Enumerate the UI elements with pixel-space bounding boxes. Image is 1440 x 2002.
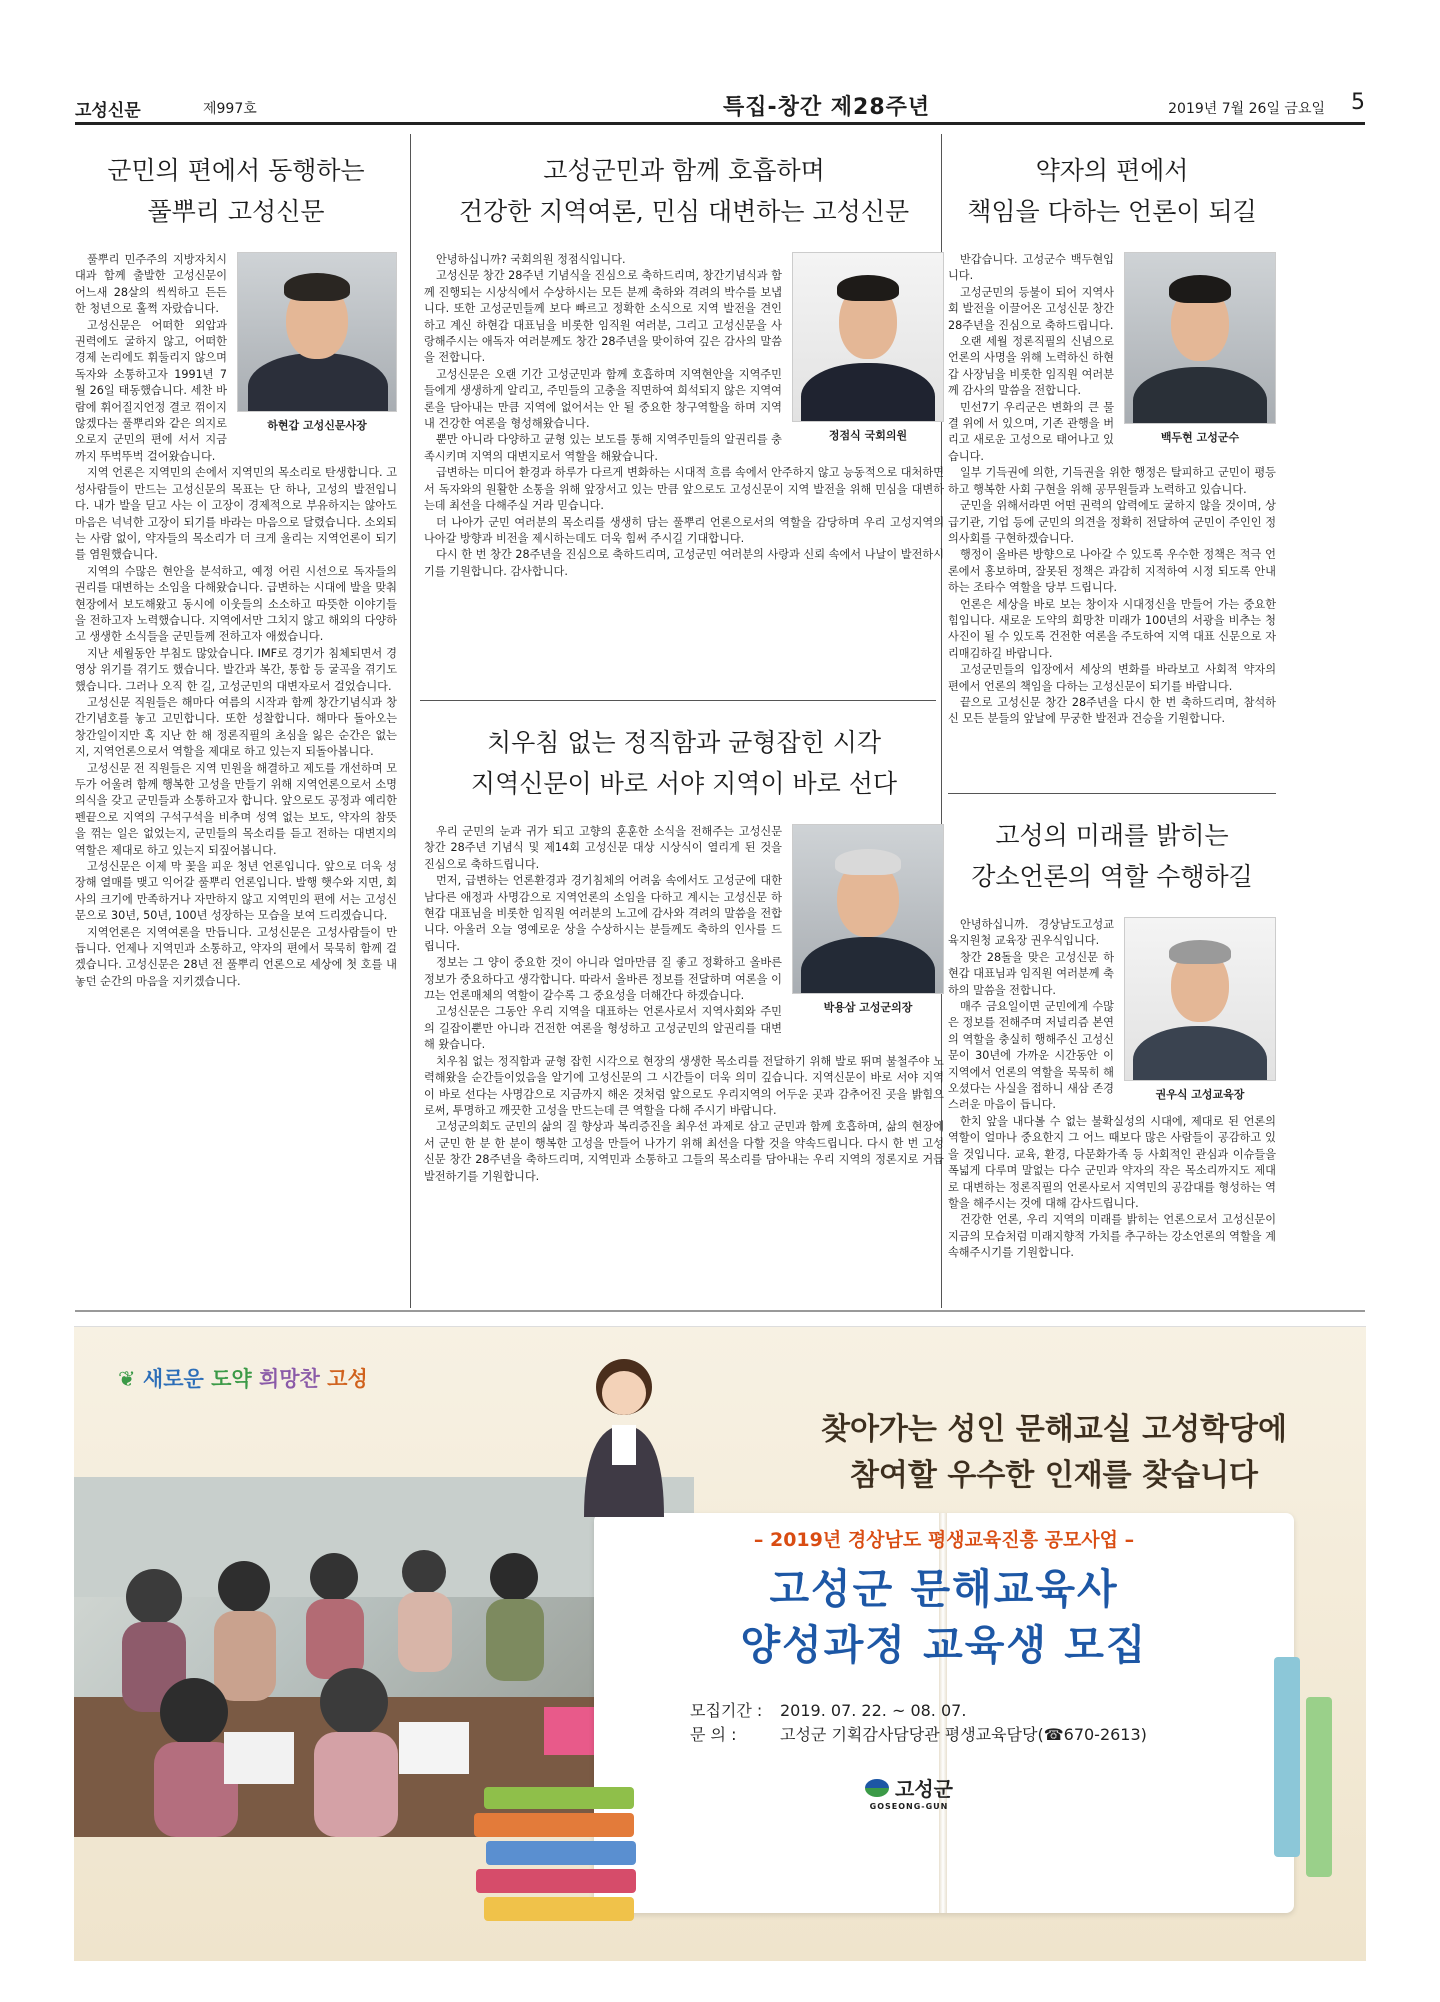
leaf-icon: ❦ [118, 1367, 136, 1391]
article-body: 권우식 고성교육장 안녕하십니까. 경상남도고성교육지원청 교육장 권우식입니다. 창간 28돌을 맞은 고성신문 하현갑 대표님과 임직원 여러분께 축하의 말씀을 전합니다. 매주 금요일이면 군민에게 수많은 정보를 전해주며 저널리즘 본연의 역할을 충실히 행해주신 고성신문이 30년에 가까운 시간동안 이 지역에서 언론의 역할을 묵묵히 해 오셨다는 사실을 접하니 새삼 존경스러운 마음이 듭니다. 한치 앞을 내다볼 수 없는 불확실성의 시대에, 제대로 된 언론의 역할이 얼마나 중요한지 그 어느 때보다 많은 사람들이 공감하고 있을 것입니다. 교육, 환경, 다문화가족 등 사회적인 관심과 이슈들을 폭넓게 다루며 말없는 다수 군민과 약자의 작은 목소리까지도 제대로 대변하는 정론직필의 언론사로서 지역민의 공감대를 형성하는 역할을 해주시는 것에 대해 감사드립니다. 건강한 언론, 우리 지역의 미래를 밝히는 언론으로서 고성신문이 지금의 모습처럼 미래지향적 가치를 추구하는 강소언론의 역할을 계속해주시기를 기원합니다. [948, 918, 1276, 1260]
portrait-image [237, 252, 397, 412]
page-number: 5 [1351, 90, 1365, 115]
ad-info: 모집기간 : 2019. 07. 22. ~ 08. 07. 문 의 : 고성군 기획감사담당관 평생교육담당(☎670-2613) [690, 1701, 1147, 1744]
photo-caption: 하현갑 고성신문사장 [267, 419, 367, 432]
article-assembly-member [424, 128, 944, 580]
advertisement [74, 1326, 1366, 1961]
teacher-illustration [554, 1347, 694, 1517]
photo-caption: 백두현 고성군수 [1160, 431, 1240, 444]
inquiry-contact: 고성군 기획감사담당관 평생교육담당(☎670-2613) [780, 1725, 1147, 1744]
article-headline: 군민의 편에서 동행하는 풀뿌리 고성신문 [107, 156, 365, 226]
ad-headline: 찾아가는 성인 문해교실 고성학당에 참여할 우수한 인재를 찾습니다 [820, 1412, 1288, 1493]
portrait-image [792, 824, 944, 994]
pencil-illustration [1274, 1657, 1300, 1857]
page-header [75, 90, 1365, 125]
issue-number: 제997호 [203, 101, 257, 117]
photo-caption: 박용삼 고성군의장 [823, 1001, 913, 1014]
newspaper-name: 고성신문 [75, 101, 141, 121]
county-emblem-icon [865, 1779, 889, 1797]
article-county-mayor [948, 128, 1276, 728]
article-headline: 치우침 없는 정직함과 균형잡힌 시각 지역신문이 바로 서야 지역이 바로 선다 [470, 728, 898, 798]
article-headline: 약자의 편에서 책임을 다하는 언론이 되길 [967, 156, 1257, 226]
ad-title: 고성군 문해교육사 양성과정 교육생 모집 [740, 1565, 1148, 1669]
portrait-photo [237, 252, 397, 434]
portrait-photo [792, 824, 944, 1016]
portrait-image [1124, 252, 1276, 424]
portrait-image [1124, 917, 1276, 1081]
article-publisher [75, 128, 397, 990]
article-body: 백두현 고성군수 반갑습니다. 고성군수 백두현입니다. 고성군민의 등불이 되어 지역사회 발전을 이끌어온 고성신문 창간 28주년을 진심으로 축하드립니다. 오랜 세월 정론직필의 신념으로 언론의 사명을 위해 노력하신 하현갑 사장님을 비롯한 임직원 여러분께 감사의 말씀을 전합니다. 민선7기 우리군은 변화의 큰 물결 위에 서 있으며, 기존 관행을 버리고 새로운 고성으로 태어나고 있습니다. 일부 기득권에 의한, 기득권을 위한 행정은 탈피하고 군민이 평등하고 행복한 사회 구현을 위해 공무원들과 노력하고 있습니다. 군민을 위해서라면 어떤 권력의 압력에도 굴하지 않을 것이며, 상급기관, 기업 등에 군민의 의견을 정확히 전달하여 군민이 주인인 정의사회를 구현하겠습니다. 행정이 올바른 방향으로 나아갈 수 있도록 우수한 정책은 적극 언론에서 홍보하며, 잘못된 정책은 과감히 지적하여 시정 되도록 안내하는 조타수 역할을 당부 드립니다. 언론은 세상을 바로 보는 창이자 시대정신을 만들어 가는 중요한 힘입니다. 새로운 도약의 희망찬 미래가 100년의 서광을 비추는 청사진이 될 수 있도록 건전한 여론을 주도하여 지역 대표 신문으로 자리매김하길 바랍니다. 고성군민들의 입장에서 세상의 변화를 바라보고 사회적 약자의 편에서 언론의 책임을 다하는 고성신문이 되기를 바랍니다. 끝으로 고성신문 창간 28주년을 다시 한 번 축하드리며, 참석하신 모든 분들의 앞날에 무궁한 발전과 건승을 기원합니다. [948, 253, 1276, 726]
article-body: 박용삼 고성군의장 우리 군민의 눈과 귀가 되고 고향의 훈훈한 소식을 전해주는 고성신문 창간 28주년 기념식 및 제14회 고성신문 대상 시상식이 열리게 된 것을 진심으로 축하드립니다. 먼저, 급변하는 언론환경과 경기침체의 어려움 속에서도 고성군에 대한 남다른 애정과 사명감으로 지역언론의 소임을 다하고 계시는 고성신문 하현갑 대표님을 비롯한 임직원 여러분의 노고에 감사와 격려의 말씀을 전합니다. 아울러 오늘 영예로운 상을 수상하시는 분들께도 축하의 인사를 드립니다. 정보는 그 양이 중요한 것이 아니라 얼마만큼 질 좋고 정확하고 올바른 정보가 중요하다고 생각합니다. 따라서 올바른 정보를 전달하며 여론을 이끄는 언론매체의 역할이 갈수록 그 중요성을 더해간다 하겠습니다. 고성신문은 그동안 우리 지역을 대표하는 언론사로서 지역사회와 주민의 길잡이뿐만 아니라 건전한 여론을 형성하고 고성군민의 알권리를 대변해 왔습니다. 치우침 없는 정직함과 균형 잡힌 시각으로 현장의 생생한 목소리를 전달하기 위해 발로 뛰며 불철주야 노력해왔을 순간들이었음을 알기에 고성신문의 그 시간들이 더욱 의미 깊습니다. 지역신문이 바로 서야 지역이 바로 선다는 사명감으로 지금까지 해온 것처럼 앞으로도 우리지역의 어두운 곳과 감추어진 곳을 밝힘으로써, 투명하고 깨끗한 고성을 만드는데 큰 역할을 다해 주시기 바랍니다. 고성군의회도 군민의 삶의 질 향상과 복리증진을 최우선 과제로 삼고 군민과 함께 호흡하며, 삶의 현장에서 군민 한 분 한 분이 행복한 고성을 만들어 나가기 위해 최선을 다할 것을 약속드립니다. 다시 한 번 고성신문 창간 28주년을 축하드리며, 지역민과 소통하고 그들의 목소리를 담아내는 우리 지역의 정론지로 거듭 발전하기를 기원합니다. [424, 825, 944, 1183]
column-divider [410, 134, 411, 1308]
article-headline: 고성의 미래를 밝히는 강소언론의 역할 수행하길 [971, 821, 1253, 891]
goseong-gun-logo: 고성군 GOSEONG-GUN [854, 1773, 964, 1811]
pencil-illustration [1306, 1697, 1332, 1877]
article-body: 하현갑 고성신문사장 풀뿌리 민주주의 지방자치시대과 함께 출발한 고성신문이 어느새 28살의 씩씩하고 든든한 청년으로 훌쩍 자랐습니다. 고성신문은 어떠한 외압과 권력에도 굴하지 않고, 어떠한 경제 논리에도 휘둘리지 않으며 독자와 소통하고자 1991년 7월 26일 태동했습니다. 세찬 바람에 휘어질지언정 결코 꺾이지 않겠다는 풀뿌리와 같은 의지로 오로지 군민의 편에 서서 지금까지 뚜벅뚜벅 걸어왔습니다. 지역 언론은 지역민의 손에서 지역민의 목소리로 탄생합니다. 고성사람들이 만드는 고성신문의 목표는 단 하나, 고성의 발전입니다. 내가 발을 딛고 사는 이 고장이 경제적으로 부유하지는 않아도 마음은 넉넉한 고장이 되기를 바라는 마음으로 달렸습니다. 소외되는 사람 없이, 약자들의 목소리가 더 크게 울리는 지역언론이 되기를 염원했습니다. 지역의 수많은 현안을 분석하고, 예정 어린 시선으로 독자들의 권리를 대변하는 소임을 다해왔습니다. 급변하는 시대에 발을 맞춰 현장에서 보도해왔고 동시에 이웃들의 소소하고 따뜻한 이야기들을 전하고자 노력했습니다. 지역에서만 그치지 않고 해외의 다양하고 생생한 소식들을 군민들께 전하고자 애썼습니다. 지난 세월동안 부침도 많았습니다. IMF로 경기가 침체되면서 경영상 위기를 겪기도 했습니다. 발간과 복간, 통합 등 굴곡을 겪기도 했습니다. 그러나 오직 한 길, 고성군민의 대변자로서 걸었습니다. 고성신문 직원들은 해마다 여름의 시작과 함께 창간기념식과 창간기념호를 놓고 고민합니다. 또한 성찰합니다. 해마다 돌아오는 창간일이지만 혹 지난 한 해 정론직필의 초심을 잃은 순간은 없는지, 지역언론으로서 역할을 제대로 하고 있는지 되돌아봅니다. 고성신문 전 직원들은 지역 민원을 해결하고 제도를 개선하며 모두가 어울려 함께 행복한 고성을 만들기 위해 지역언론으로서 소명의식을 갖고 군민들과 소통하고자 합니다. 앞으로도 공정과 예리한 펜끝으로 지역의 구석구석을 비추며 성역 없는 보도, 약자의 참뜻을 꺾는 일은 없었는지, 군민들의 목소리를 듣고 전하는 대변지의 역할은 제대로 하고 있는지 되짚어봅니다. 고성신문은 이제 막 꽃을 피운 청년 언론입니다. 앞으로 더욱 성장해 열매를 맺고 익어갈 풀뿌리 언론입니다. 발행 햇수와 지면, 회사의 크기에 만족하거나 자만하지 않고 지역민의 편에 서는 고성신문으로 30년, 50년, 100년 성장하는 모습을 보여 드리겠습니다. 지역언론은 지역여론을 만듭니다. 고성신문은 고성사람들이 만듭니다. 언제나 지역민과 소통하고, 약자의 편에서 묵묵히 함께 걸겠습니다. 고성신문은 28년 전 풀뿌리 언론으로 세상에 첫 호를 내놓던 순간의 마음을 지키겠습니다. [75, 253, 397, 988]
recruit-period: 2019. 07. 22. ~ 08. 07. [780, 1701, 967, 1720]
portrait-image [792, 252, 944, 422]
ad-subtitle: – 2019년 경상남도 평생교육진흥 공모사업 – [753, 1529, 1135, 1551]
portrait-photo [792, 252, 944, 444]
article-headline: 고성군민과 함께 호흡하며 건강한 지역여론, 민심 대변하는 고성신문 [458, 156, 910, 226]
article-council-chair [424, 700, 944, 1185]
photo-caption: 권우식 고성교육장 [1155, 1088, 1245, 1101]
photo-caption: 정점식 국회의원 [828, 429, 908, 442]
county-slogan: ❦ 새로운 도약 희망찬 고성 [118, 1367, 368, 1391]
ad-divider [75, 1310, 1365, 1312]
portrait-photo [1124, 917, 1276, 1103]
portrait-photo [1124, 252, 1276, 446]
article-body: 정점식 국회의원 안녕하십니까? 국회의원 정점식입니다. 고성신문 창간 28주년 기념식을 진심으로 축하드리며, 창간기념식과 함께 진행되는 시상식에서 수상하시는 모든 분께 축하와 격려의 박수를 보냅니다. 또한 고성군민들께 보다 빠르고 정확한 소식으로 지역 발전을 견인하고 계신 하현갑 대표님을 비롯한 임직원 여러분, 그리고 고성신문을 사랑해주시는 애독자 여러분께도 창간 28주년을 맞이하여 깊은 감사의 말씀을 전합니다. 고성신문은 오랜 기간 고성군민과 함께 호흡하며 지역현안을 지역주민들에게 생생하게 알리고, 주민들의 고충을 직면하여 희석되지 않은 지역여론을 담아내는 만큼 지역에 없어서는 안 될 중요한 창구역할을 하며 지역 내 건강한 여론을 형성해왔습니다. 뿐만 아니라 다양하고 균형 있는 보도를 통해 지역주민들의 알권리를 충족시키며 지역의 대변지로서 역할을 해왔습니다. 급변하는 미디어 환경과 하루가 다르게 변화하는 시대적 흐름 속에서 안주하지 않고 능동적으로 대처하면서 독자와의 원활한 소통을 위해 앞장서고 있는 만큼 앞으로도 고성신문이 지역 발전을 위해 민심을 대변하는데 최선을 다해주실 거라 믿습니다. 더 나아가 군민 여러분의 목소리를 생생히 담는 풀뿌리 언론으로서의 역할을 감당하며 우리 고성지역의 나아갈 방향과 비전을 제시하는데도 더욱 힘써 주시길 기대합니다. 다시 한 번 창간 28주년을 진심으로 축하드리며, 고성군민 여러분의 사랑과 신뢰 속에서 나날이 발전하시기를 기원합니다. 감사합니다. [424, 253, 944, 578]
section-title: 특집-창간 제28주년 [723, 95, 931, 120]
book-stack-illustration [474, 1767, 654, 1957]
article-education-chief [948, 793, 1276, 1262]
issue-date: 2019년 7월 26일 금요일 [1168, 101, 1325, 117]
